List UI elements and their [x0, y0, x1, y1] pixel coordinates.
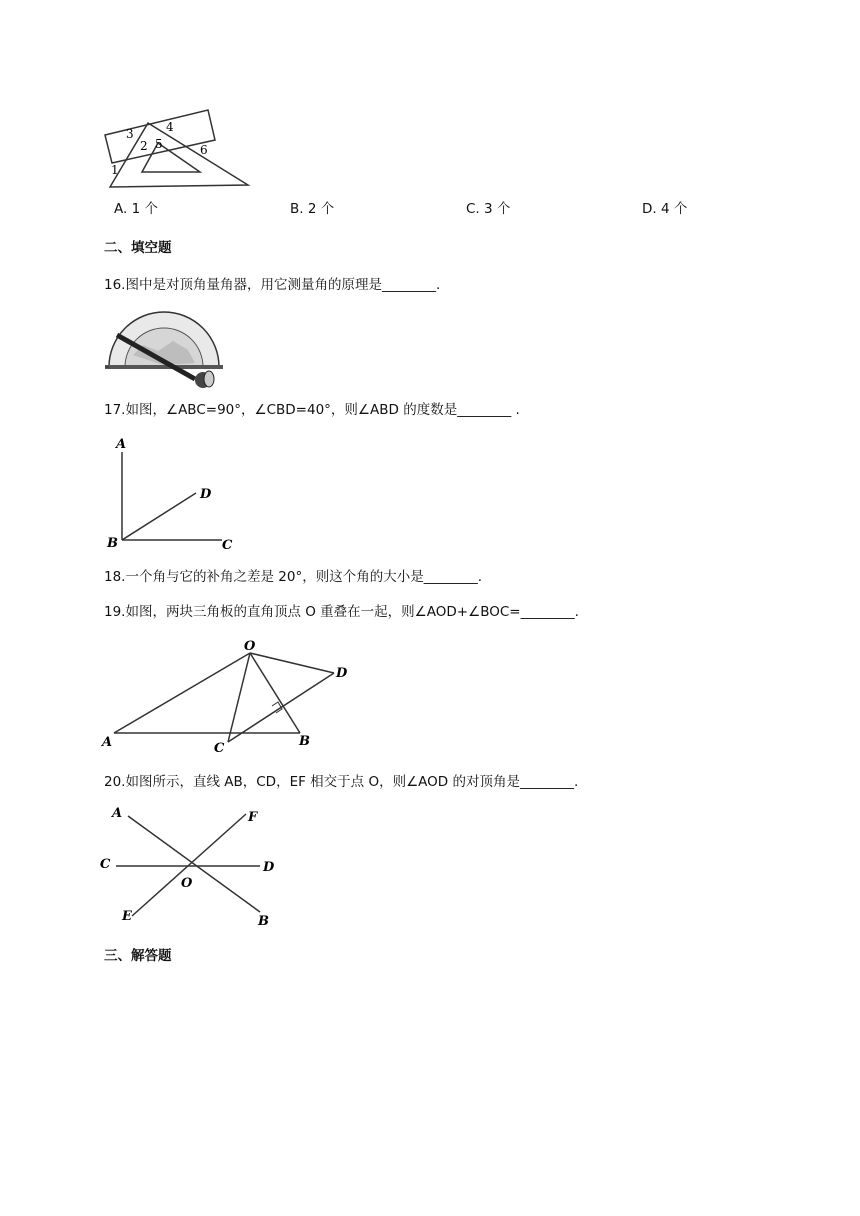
q15-small-triangle — [142, 143, 200, 172]
q19-label-c: C — [214, 741, 225, 756]
q17-label-d: D — [200, 487, 212, 502]
protractor-base — [105, 365, 223, 369]
q15-label-5: 5 — [155, 137, 163, 151]
q15-option-c: C. 3 个 — [466, 201, 511, 217]
q15-option-d: D. 4 个 — [642, 201, 688, 217]
q15-option-b: B. 2 个 — [290, 201, 335, 217]
q20-label-o: O — [181, 876, 193, 891]
question-17: 17.如图，∠ABC=90°，∠CBD=40°，则∠ABD 的度数是________ . — [104, 402, 520, 418]
q20-label-c: C — [100, 857, 111, 872]
q20-label-a: A — [112, 806, 123, 821]
q15-label-2: 2 — [140, 139, 148, 153]
q20-figure — [98, 800, 283, 930]
q20-label-b: B — [258, 914, 269, 929]
q20-line-ab — [128, 816, 260, 912]
section-title-fill-blank: 二、填空题 — [104, 240, 172, 256]
q15-label-6: 6 — [200, 143, 208, 157]
q19-label-b: B — [299, 734, 310, 749]
question-18: 18.一个角与它的补角之差是 20°，则这个角的大小是________. — [104, 569, 482, 585]
q15-label-4: 4 — [166, 120, 174, 134]
q15-option-a: A. 1 个 — [114, 201, 158, 217]
q19-label-o: O — [244, 639, 256, 654]
q20-label-f: F — [248, 810, 258, 825]
q19-line-od — [250, 653, 334, 673]
q19-line-ao — [114, 653, 250, 733]
q17-ray-bd — [122, 493, 196, 540]
q20-line-ef — [132, 814, 246, 916]
q15-label-1: 1 — [111, 163, 119, 177]
section-title-solve: 三、解答题 — [104, 948, 172, 964]
question-20: 20.如图所示，直线 AB，CD，EF 相交于点 O，则∠AOD 的对顶角是________. — [104, 774, 579, 790]
q19-figure — [100, 636, 360, 756]
q17-figure — [104, 430, 244, 555]
q20-label-e: E — [122, 909, 132, 924]
q16-protractor-figure — [103, 305, 225, 395]
q19-line-ob — [250, 653, 300, 733]
question-16: 16.图中是对顶角量角器，用它测量角的原理是________. — [104, 277, 441, 293]
q15-figure — [100, 105, 260, 190]
q19-label-d: D — [336, 666, 348, 681]
q15-label-3: 3 — [126, 127, 134, 141]
q17-label-c: C — [222, 538, 233, 553]
q19-label-a: A — [102, 735, 113, 750]
question-19: 19.如图，两块三角板的直角顶点 O 重叠在一起，则∠AOD+∠BOC=________. — [104, 604, 579, 620]
q17-label-b: B — [107, 536, 118, 551]
q17-label-a: A — [116, 437, 127, 452]
q19-line-oc — [228, 653, 250, 742]
q20-label-d: D — [263, 860, 275, 875]
